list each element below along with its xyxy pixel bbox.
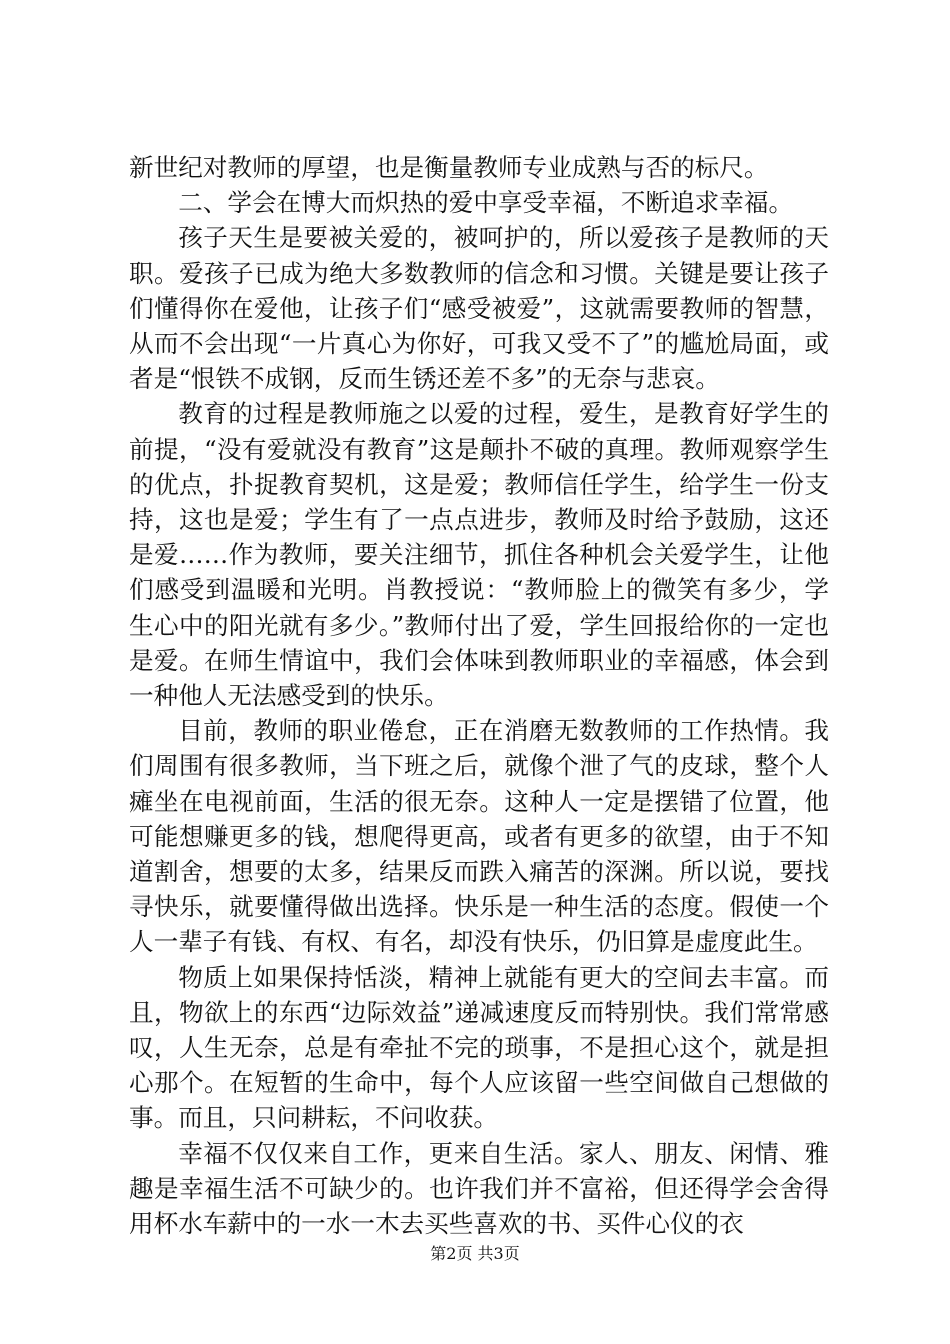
paragraph: 物质上如果保持恬淡，精神上就能有更大的空间去丰富。而且，物欲上的东西“边际效益”递减速度反而特别快。我们常常感叹，人生无奈，总是有牵扯不完的琐事，不是担心这个，就是担心那个。在短暂的生命中，每个人应该留一些空间做自己想做的事。而且，只问耕耘，不问收获。 <box>129 962 829 1133</box>
paragraph-continuation: 新世纪对教师的厚望，也是衡量教师专业成熟与否的标尺。 <box>129 153 769 182</box>
paragraph: 幸福不仅仅来自工作，更来自生活。家人、朋友、闲情、雅趣是幸福生活不可缺少的。也许我们并不富裕，但还得学会舍得用杯水车薪中的一水一木去买些喜欢的书、买件心仪的衣 <box>129 1138 829 1239</box>
page-number-footer: 第2页 共3页 <box>430 1244 520 1263</box>
paragraph: 目前，教师的职业倦怠，正在消磨无数教师的工作热情。我们周围有很多教师，当下班之后，就像个泄了气的皮球，整个人瘫坐在电视前面，生活的很无奈。这种人一定是摆错了位置，他可能想赚更多的钱，想爬得更高，或者有更多的欲望，由于不知道割舍，想要的太多，结果反而跌入痛苦的深渊。所以说，要找寻快乐，就要懂得做出选择。快乐是一种生活的态度。假使一个人一辈子有钱、有权、有名，却没有快乐，仍旧算是虚度此生。 <box>129 716 829 957</box>
section-heading: 二、学会在博大而炽热的爱中享受幸福，不断追求幸福。 <box>178 188 794 218</box>
paragraph: 孩子天生是要被关爱的，被呵护的，所以爱孩子是教师的天职。爱孩子已成为绝大多数教师的信念和习惯。关键是要让孩子们懂得你在爱他，让孩子们“感受被爱”，这就需要教师的智慧，从而不会出现“一片真心为你好，可我又受不了”的尴尬局面，或者是“恨铁不成钢，反而生锈还差不多”的无奈与悲哀。 <box>129 223 829 394</box>
paragraph: 教育的过程是教师施之以爱的过程，爱生，是教育好学生的前提，“没有爱就没有教育”这是颠扑不破的真理。教师观察学生的优点，扑捉教育契机，这是爱；教师信任学生，给学生一份支持，这也是爱；学生有了一点点进步，教师及时给予鼓励，这还是爱……作为教师，要关注细节，抓住各种机会关爱学生，让他们感受到温暖和光明。肖教授说：“教师脸上的微笑有多少，学生心中的阳光就有多少。”教师付出了爱，学生回报给你的一定也是爱。在师生情谊中，我们会体味到教师职业的幸福感，体会到一种他人无法感受到的快乐。 <box>129 399 829 711</box>
document-body <box>129 150 829 1241</box>
